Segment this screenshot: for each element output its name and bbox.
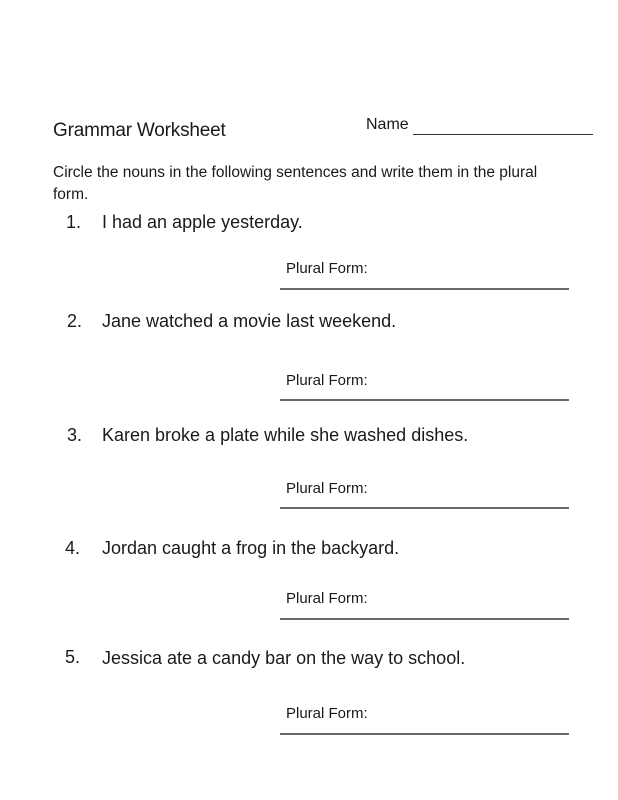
item-sentence: Karen broke a plate while she washed dishes. (102, 425, 469, 445)
plural-form-label: Plural Form: (286, 705, 368, 722)
plural-form-label: Plural Form: (286, 590, 368, 607)
item-number: 3. (67, 425, 83, 445)
item-number: 2. (67, 311, 83, 331)
item-number: 5. (65, 647, 81, 667)
item-sentence: Jane watched a movie last weekend. (102, 311, 397, 331)
plural-answer-line[interactable] (280, 618, 569, 620)
name-label: Name (366, 116, 409, 133)
plural-answer-line[interactable] (280, 399, 569, 401)
plural-form-label: Plural Form: (286, 260, 368, 277)
name-field-line[interactable] (413, 134, 593, 135)
item-sentence: Jessica ate a candy bar on the way to school. (102, 648, 466, 668)
item-sentence: I had an apple yesterday. (102, 212, 303, 232)
plural-form-label: Plural Form: (286, 480, 368, 497)
item-number: 1. (66, 212, 82, 232)
item-sentence: Jordan caught a frog in the backyard. (102, 538, 400, 558)
plural-form-label: Plural Form: (286, 372, 368, 389)
instructions: Circle the nouns in the following sentences and write them in the plural form. (53, 164, 538, 203)
item-number: 4. (65, 538, 81, 558)
worksheet-title: Grammar Worksheet (53, 120, 226, 141)
plural-answer-line[interactable] (280, 288, 569, 290)
plural-answer-line[interactable] (280, 733, 569, 735)
plural-answer-line[interactable] (280, 507, 569, 509)
